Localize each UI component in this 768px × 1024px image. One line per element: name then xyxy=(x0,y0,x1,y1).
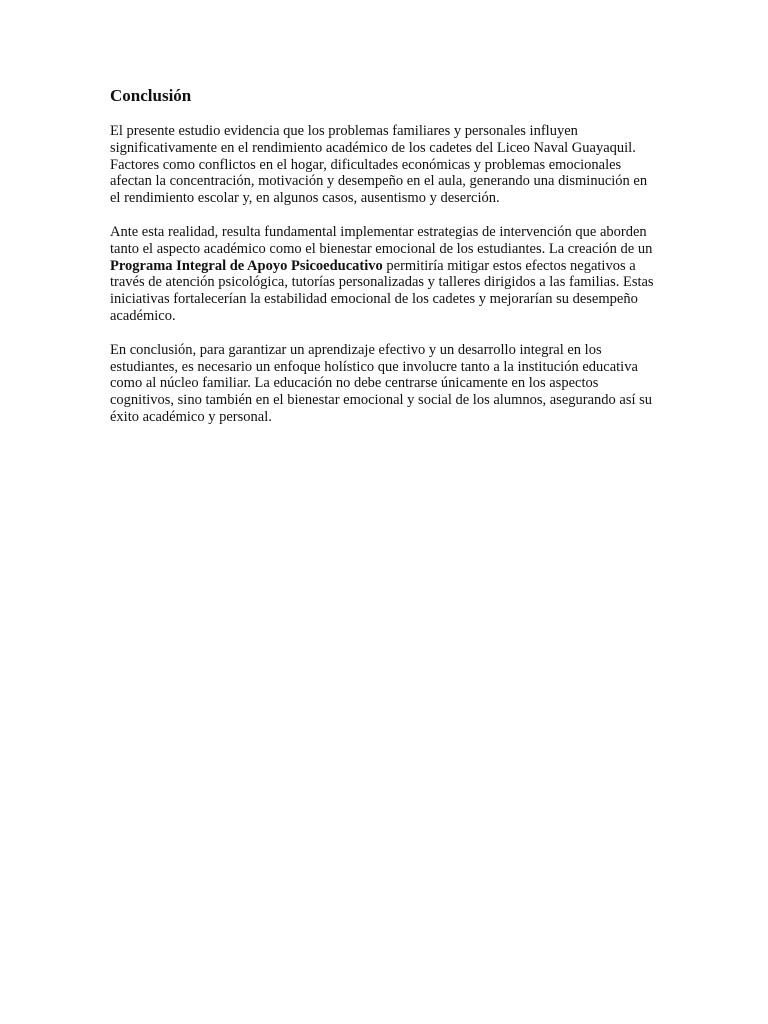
document-page xyxy=(110,86,655,443)
paragraph-3: En conclusión, para garantizar un aprendizaje efectivo y un desarrollo integral en los estudiantes, es necesario un enfoque holístico que involucre tanto a la institución educativa como al núcleo familiar. La educación no debe centrarse únicamente en los aspectos cognitivos, sino también en el bienestar emocional y social de los alumnos, asegurando así su éxito académico y personal. xyxy=(110,341,653,425)
paragraph-1: El presente estudio evidencia que los problemas familiares y personales influyen significativamente en el rendimiento académico de los cadetes del Liceo Naval Guayaquil. Factores como conflictos en el hogar, dificultades económicas y problemas emocionales afectan la concentración, motivación y desempeño en el aula, generando una disminución en el rendimiento escolar y, en algunos casos, ausentismo y deserción. xyxy=(110,123,648,207)
paragraph-2 xyxy=(110,224,655,325)
paragraph-2-tail: permitiría mitigar estos efectos negativos a través de atención psicológica, tutorías personalizadas y talleres dirigidos a las familias. Estas iniciativas fortalecerían la estabilidad emocional de los cadetes y mejorarían su desempeño académico. xyxy=(110,257,654,324)
paragraph-2-lead: Ante esta realidad, resulta fundamental implementar estrategias de intervención que aborden tanto el aspecto académico como el bienestar emocional de los estudiantes. La creación de un xyxy=(110,223,653,257)
section-heading: Conclusión xyxy=(110,86,192,105)
program-name-bold: Programa Integral de Apoyo Psicoeducativo xyxy=(110,257,383,274)
